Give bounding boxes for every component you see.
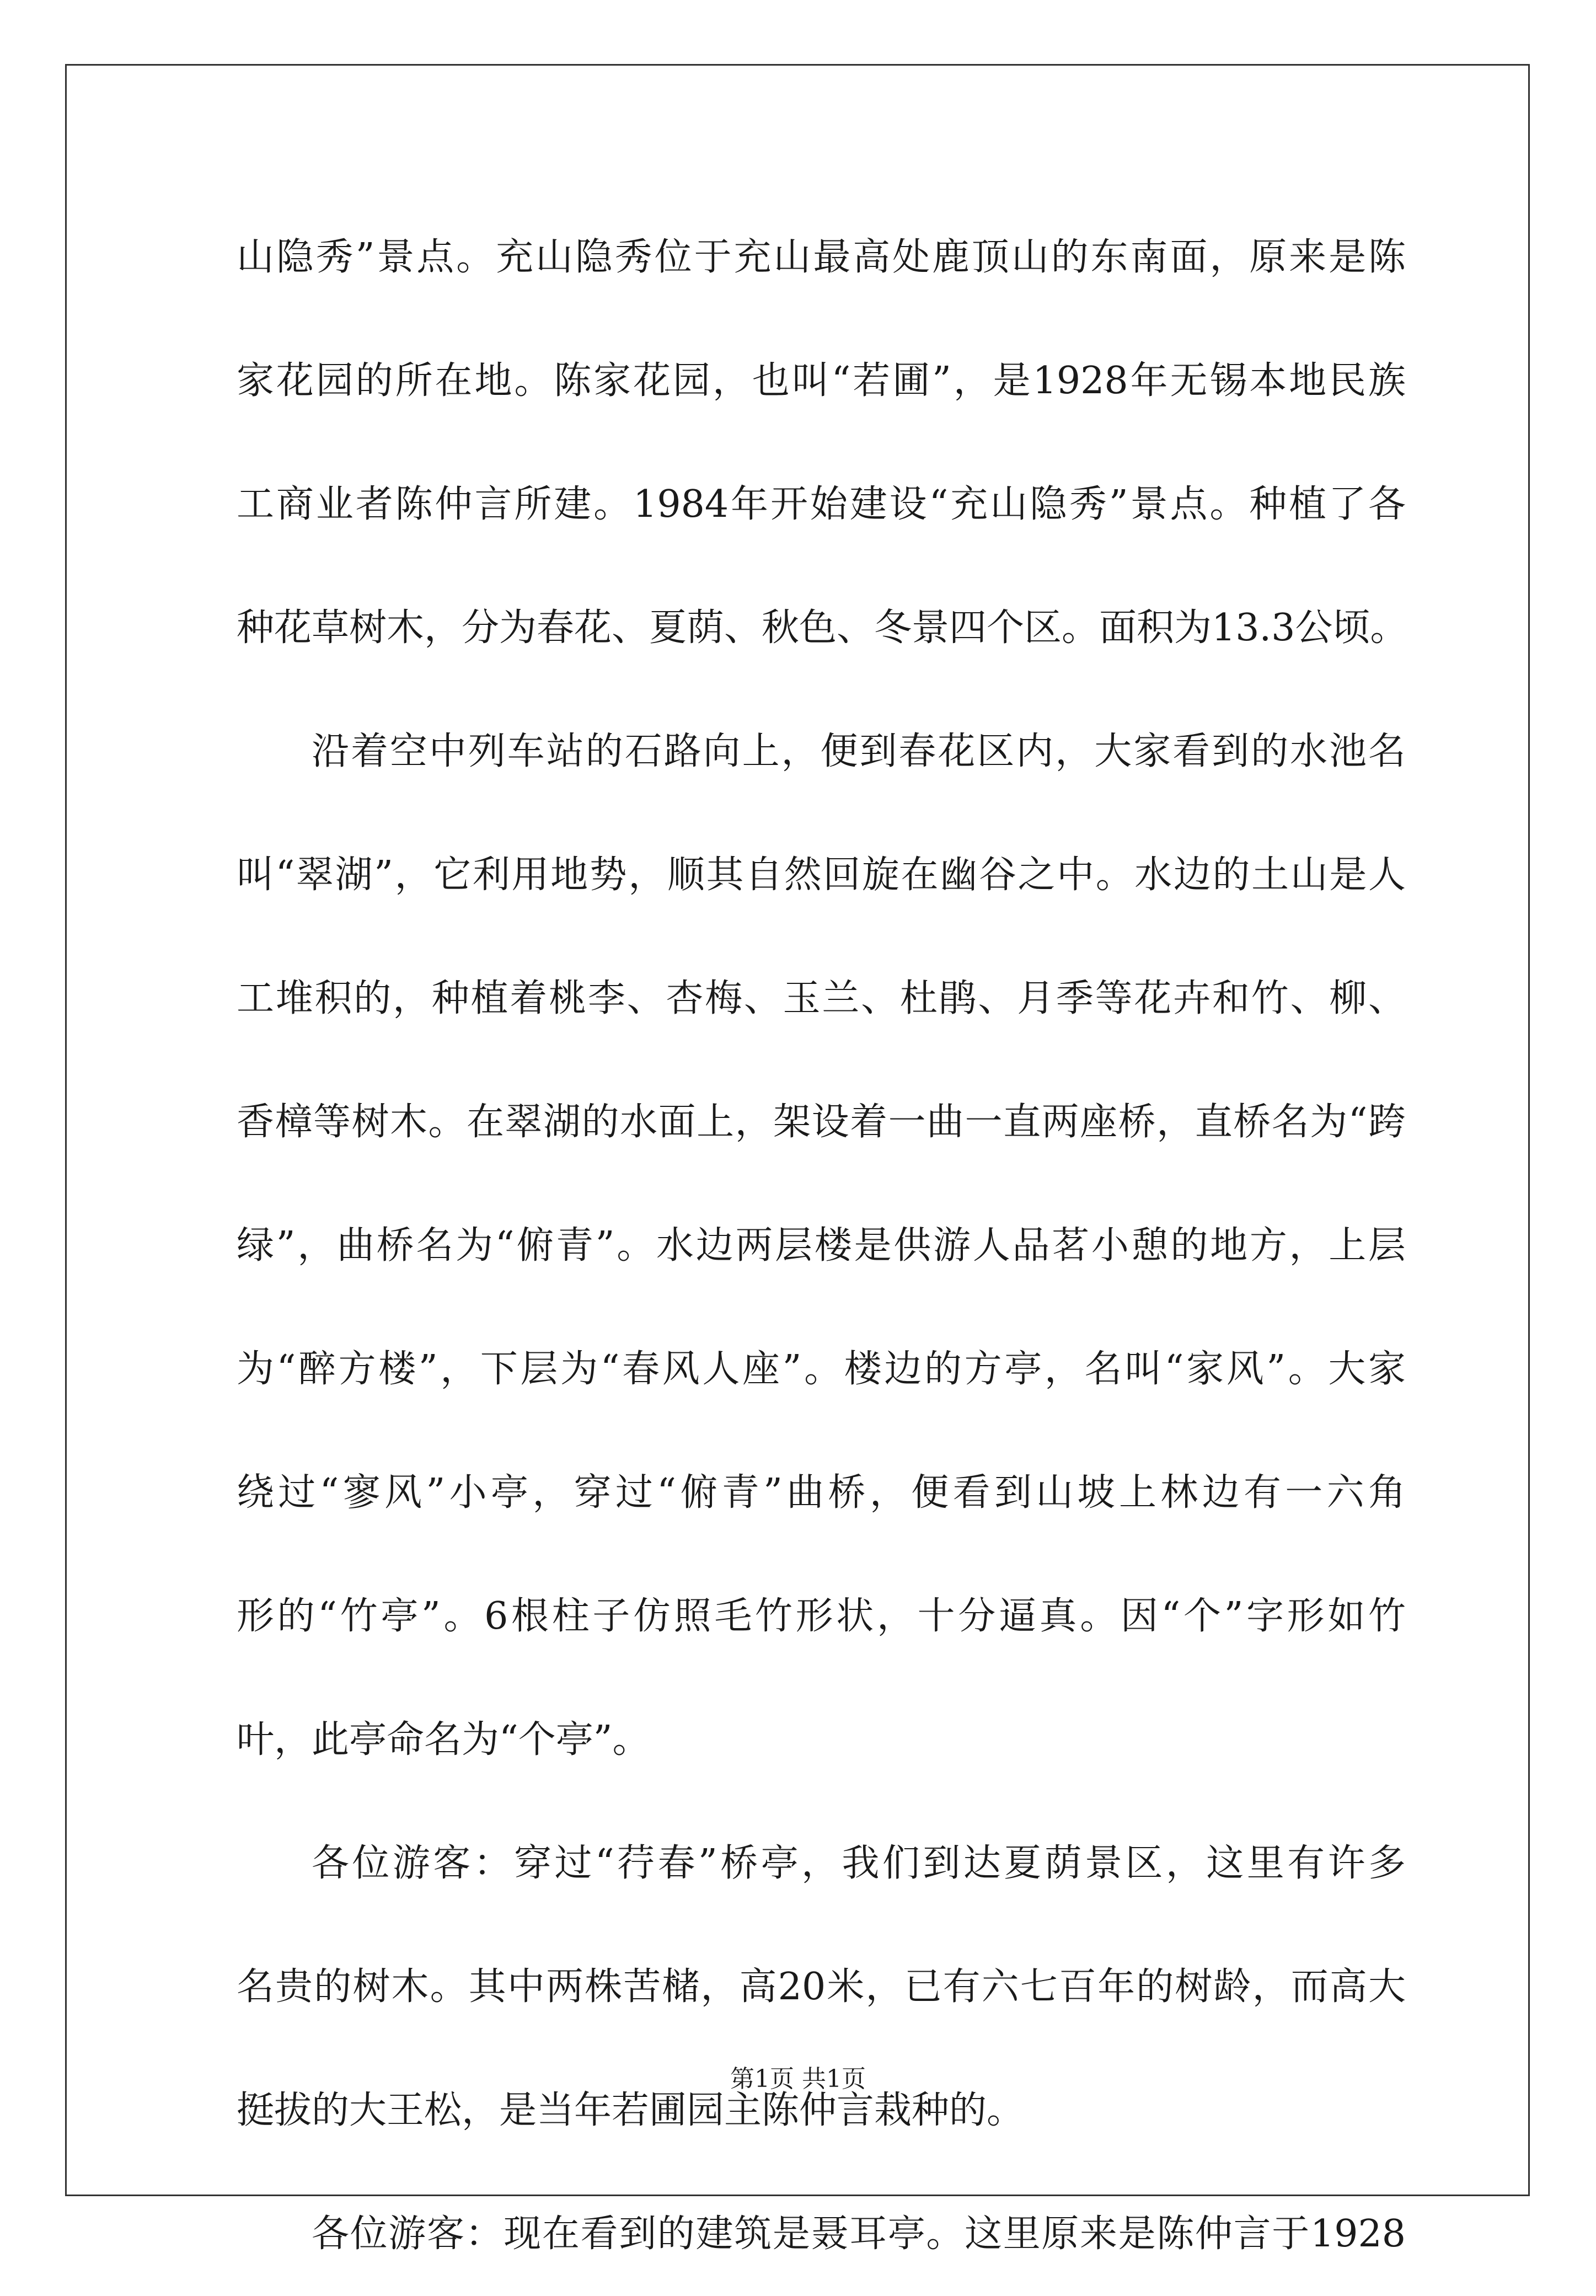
text-line: 香樟等树木。在翠湖的水面上，架设着一曲一直两座桥，直桥名为“跨 [237,1100,1406,1144]
paragraph-3 [237,1802,1406,2172]
document-body [237,196,1406,2296]
text-line: 绕过“寥风”小亭，穿过“俯青”曲桥，便看到山坡上林边有一六角 [237,1471,1406,1514]
text-line: 工商业者陈仲言所建。1984年开始建设“充山隐秀”景点。种植了各 [237,483,1406,526]
paragraph-2 [237,690,1406,1802]
text-line: 叫“翠湖”，它利用地势，顺其自然回旋在幽谷之中。水边的土山是人 [237,853,1406,897]
paragraph-1 [237,196,1406,690]
page-number-footer: 第1页 共1页 [730,2065,866,2093]
text-line: 家花园的所在地。陈家花园，也叫“若圃”，是1928年无锡本地民族 [237,359,1406,403]
text-line: 工堆积的，种植着桃李、杏梅、玉兰、杜鹃、月季等花卉和竹、柳、 [237,977,1406,1020]
text-line: 种花草树木，分为春花、夏荫、秋色、冬景四个区。面积为13.3公顷。 [237,606,1408,650]
text-line: 绿”，曲桥名为“俯青”。水边两层楼是供游人品茗小憩的地方，上层 [237,1224,1406,1267]
text-line: 山隐秀”景点。充山隐秀位于充山最高处鹿顶山的东南面，原来是陈 [237,236,1406,279]
paragraph-4 [237,2172,1406,2296]
text-line: 名贵的树木。其中两株苦槠，高20米，已有六七百年的树龄，而高大 [237,1965,1406,2009]
text-line: 为“醉方楼”，下层为“春风人座”。楼边的方亭，名叫“家风”。大家 [237,1347,1406,1391]
text-line: 挺拔的大王松，是当年若圃园主陈仲言栽种的。 [237,2089,1025,2132]
text-line: 各位游客：现在看到的建筑是聂耳亭。这里原来是陈仲言于1928 [312,2212,1406,2256]
text-line: 各位游客：穿过“荇春”桥亭，我们到达夏荫景区，这里有许多 [312,1842,1406,1885]
text-line: 叶，此亭命名为“个亭”。 [237,1718,650,1762]
text-line: 沿着空中列车站的石路向上，便到春花区内，大家看到的水池名 [312,730,1406,773]
text-line: 形的“竹亭”。6根柱子仿照毛竹形状，十分逼真。因“个”字形如竹 [237,1594,1406,1638]
